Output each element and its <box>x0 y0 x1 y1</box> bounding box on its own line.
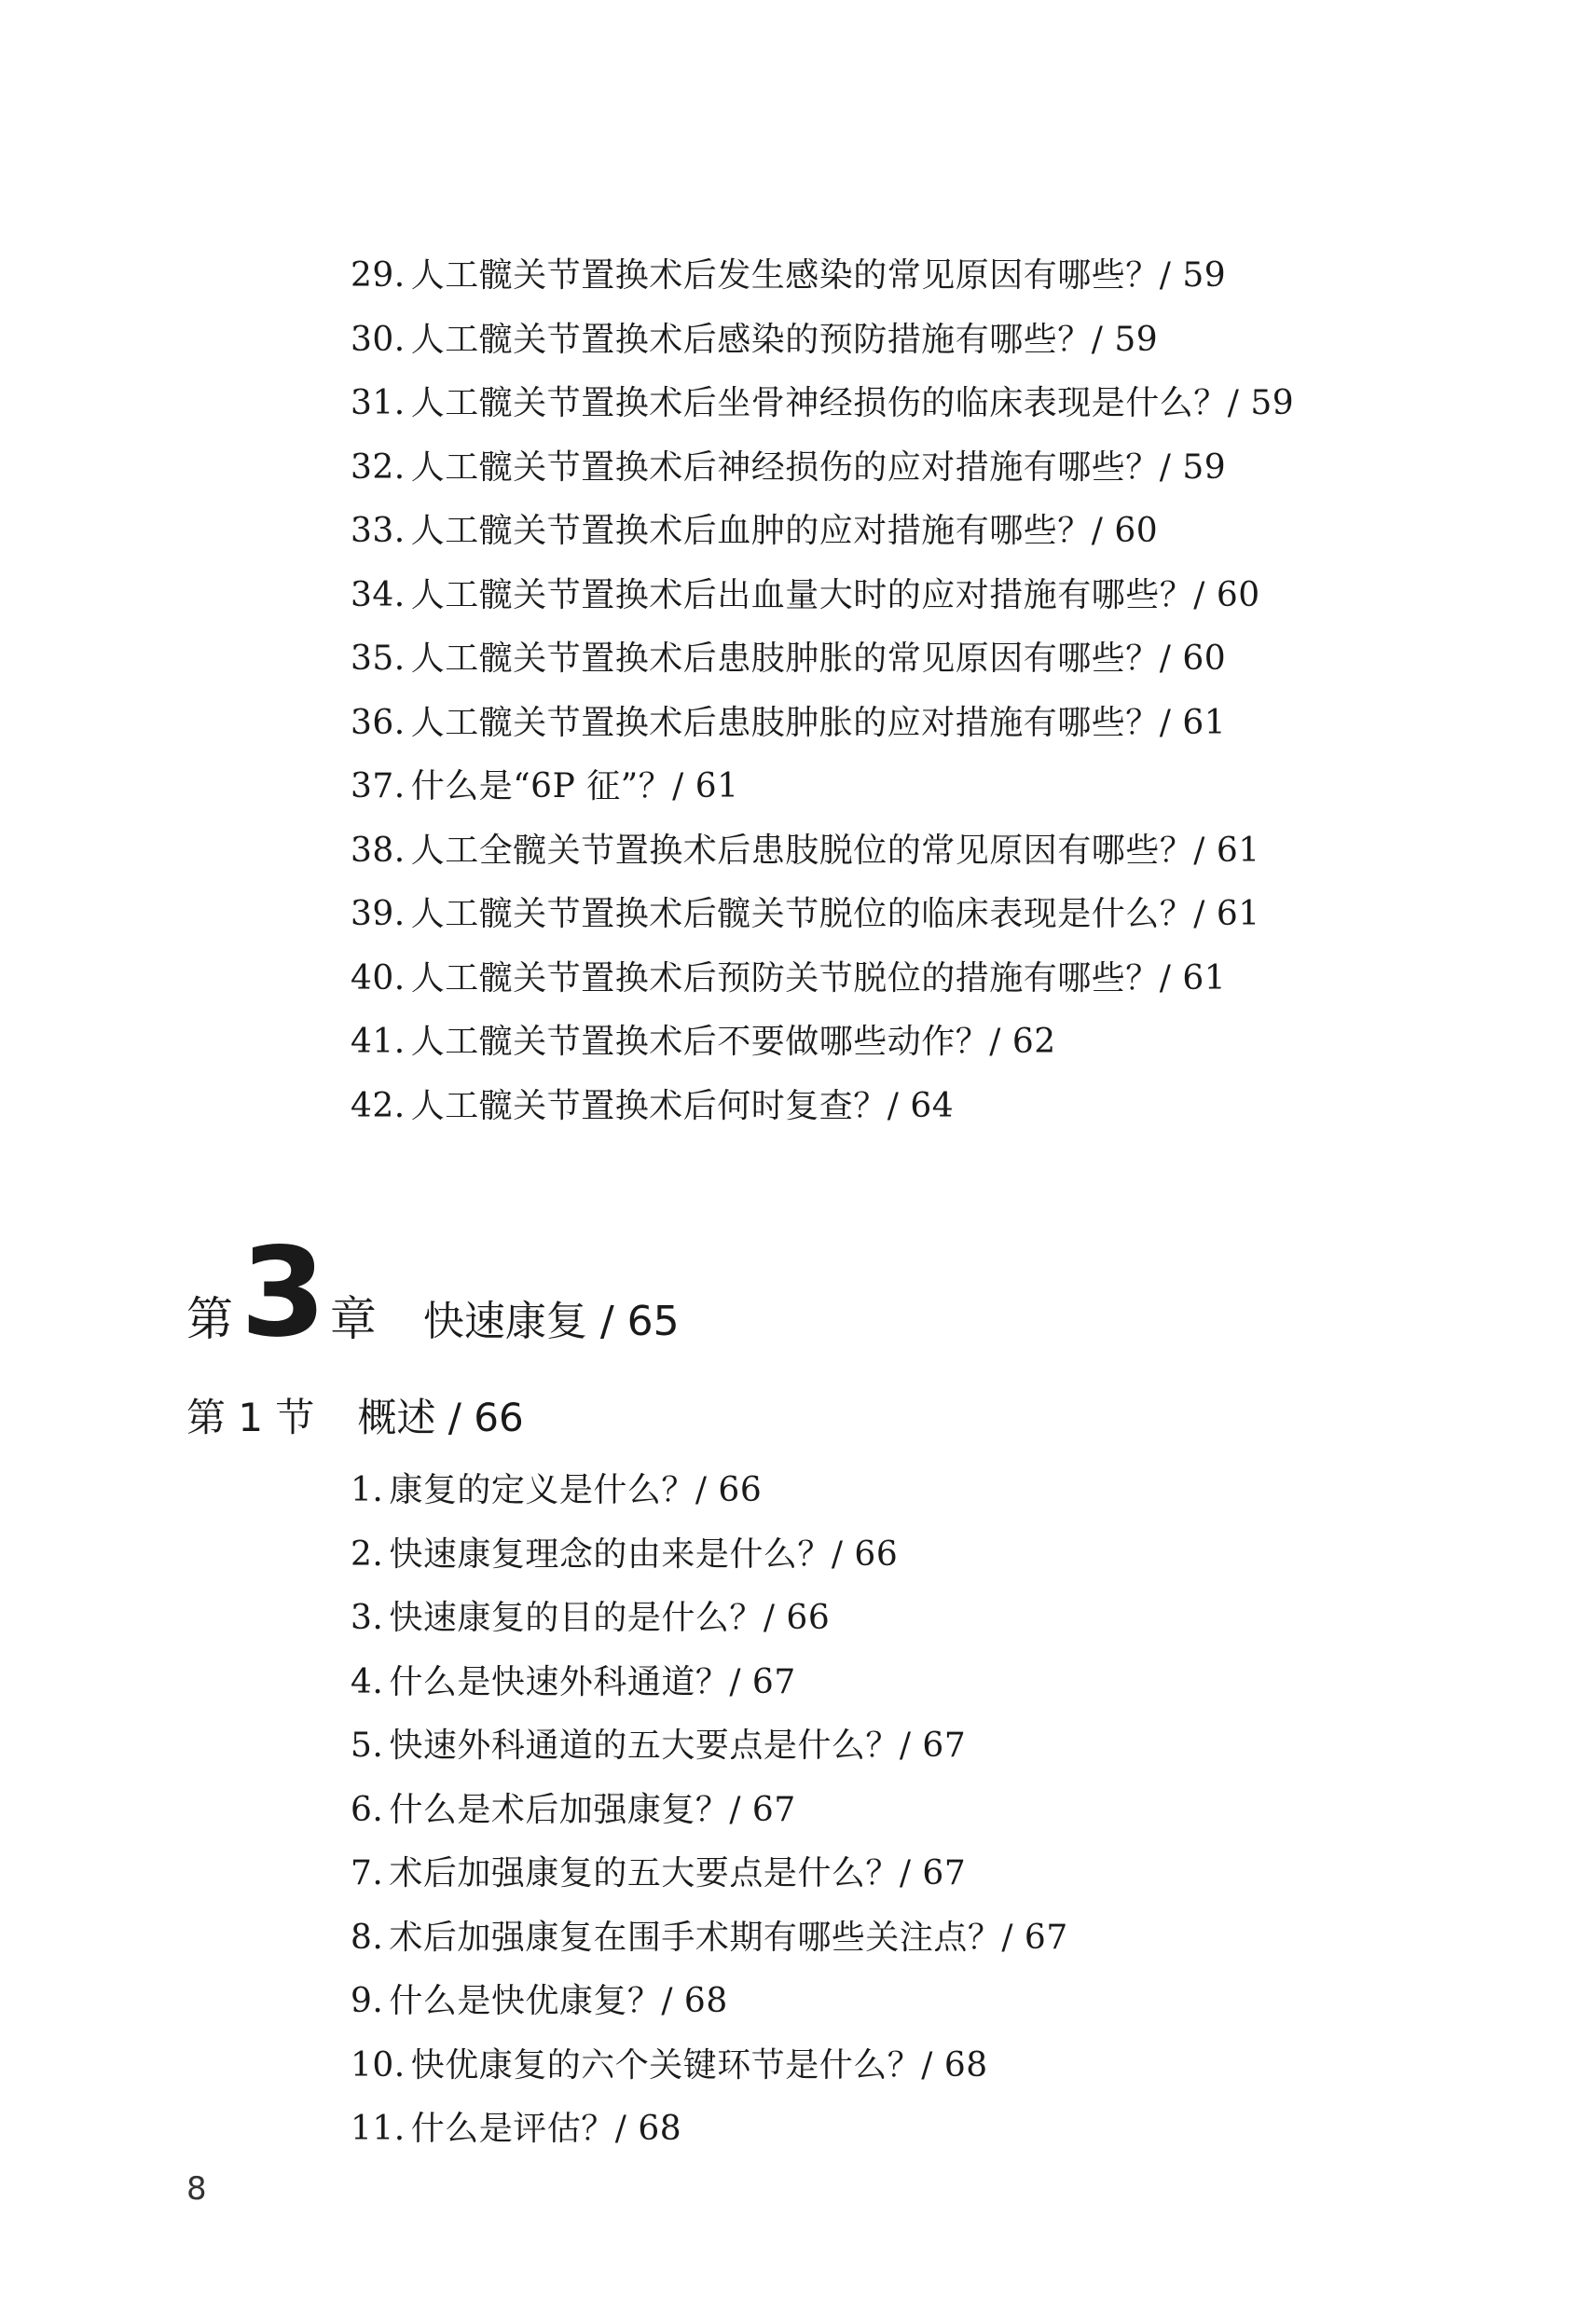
toc-item[interactable] <box>351 1906 1068 1971</box>
toc-item-text: 人工髋关节置换术后不要做哪些动作？/ 62 <box>410 1023 1056 1061</box>
toc-item-number: 3. <box>351 1599 384 1637</box>
toc-item[interactable] <box>351 2098 1068 2162</box>
toc-item-number: 7. <box>351 1854 384 1892</box>
toc-item-text: 人工髋关节置换术后血肿的应对措施有哪些？/ 60 <box>410 512 1159 550</box>
toc-item-text: 人工髋关节置换术后坐骨神经损伤的临床表现是什么？/ 59 <box>410 384 1295 422</box>
chapter-suffix: 章 <box>329 1292 377 1346</box>
chapter-title: 快速康复 / 65 <box>422 1298 680 1345</box>
toc-item[interactable] <box>351 819 1294 884</box>
toc-item-number: 29. <box>351 256 406 295</box>
toc-item[interactable] <box>351 755 1294 819</box>
chapter-number: 3 <box>241 1221 323 1365</box>
toc-item-text: 术后加强康复的五大要点是什么？/ 67 <box>389 1854 967 1892</box>
section-label: 第 1 节 <box>186 1395 315 1440</box>
toc-item-number: 30. <box>351 320 406 359</box>
toc-item[interactable] <box>351 500 1294 564</box>
toc-item[interactable] <box>351 1587 1068 1651</box>
toc-item-text: 人工髋关节置换术后预防关节脱位的措施有哪些？/ 61 <box>410 958 1227 998</box>
toc-item-number: 34. <box>351 575 406 614</box>
toc-item-number: 40. <box>351 958 406 998</box>
toc-item-text: 快速康复的目的是什么？/ 66 <box>389 1599 831 1637</box>
toc-item[interactable] <box>351 1075 1294 1139</box>
toc-item[interactable] <box>351 1651 1068 1715</box>
toc-item-number: 11. <box>351 2110 406 2148</box>
toc-item-number: 5. <box>351 1727 384 1765</box>
toc-item[interactable] <box>351 692 1294 756</box>
toc-item-number: 9. <box>351 1982 384 2020</box>
toc-item-number: 41. <box>351 1023 406 1061</box>
toc-item-text: 人工全髋关节置换术后患肢脱位的常见原因有哪些？/ 61 <box>410 831 1260 870</box>
toc-item-text: 人工髋关节置换术后患肢肿胀的应对措施有哪些？/ 61 <box>410 703 1227 742</box>
toc-item[interactable] <box>351 436 1294 501</box>
toc-item[interactable] <box>351 1970 1068 2034</box>
toc-item-number: 35. <box>351 640 406 678</box>
toc-item-text: 人工髋关节置换术后出血量大时的应对措施有哪些？/ 60 <box>410 575 1260 614</box>
toc-item-number: 6. <box>351 1790 384 1829</box>
toc-item-number: 32. <box>351 447 406 487</box>
chapter-heading[interactable] <box>186 1221 680 1365</box>
toc-item[interactable] <box>351 947 1294 1012</box>
toc-item-number: 10. <box>351 2045 406 2085</box>
toc-item-text: 人工髋关节置换术后发生感染的常见原因有哪些？/ 59 <box>410 256 1227 295</box>
toc-item[interactable] <box>351 244 1294 309</box>
toc-item[interactable] <box>351 1011 1294 1075</box>
toc-list-bottom <box>351 1459 1068 2162</box>
toc-item-text: 什么是术后加强康复？/ 67 <box>389 1790 796 1829</box>
toc-item-text: 什么是评估？/ 68 <box>410 2110 682 2148</box>
toc-item-text: 人工髋关节置换术后神经损伤的应对措施有哪些？/ 59 <box>410 447 1227 487</box>
toc-item[interactable] <box>351 372 1294 436</box>
toc-item[interactable] <box>351 309 1294 373</box>
toc-item-number: 33. <box>351 512 406 550</box>
toc-item[interactable] <box>351 1779 1068 1843</box>
section-heading[interactable] <box>186 1387 524 1443</box>
toc-item-text: 人工髋关节置换术后患肢肿胀的常见原因有哪些？/ 60 <box>410 640 1227 678</box>
toc-item-number: 4. <box>351 1662 384 1701</box>
toc-item-number: 39. <box>351 895 406 933</box>
toc-item-number: 8. <box>351 1918 384 1957</box>
toc-item-number: 42. <box>351 1086 406 1125</box>
toc-item[interactable] <box>351 627 1294 692</box>
toc-item-text: 快速康复理念的由来是什么？/ 66 <box>389 1534 899 1574</box>
toc-item-number: 2. <box>351 1534 384 1574</box>
toc-item[interactable] <box>351 2034 1068 2099</box>
section-title: 概述 / 66 <box>357 1395 524 1440</box>
toc-item-number: 31. <box>351 384 406 422</box>
toc-item-text: 快速外科通道的五大要点是什么？/ 67 <box>389 1727 967 1765</box>
toc-item[interactable] <box>351 1842 1068 1906</box>
toc-item-text: 人工髋关节置换术后感染的预防措施有哪些？/ 59 <box>410 320 1159 359</box>
toc-item[interactable] <box>351 564 1294 628</box>
toc-item-text: 什么是快速外科通道？/ 67 <box>389 1662 796 1701</box>
toc-item-text: 人工髋关节置换术后何时复查？/ 64 <box>410 1086 955 1125</box>
toc-item-number: 37. <box>351 767 406 805</box>
page-number: 8 <box>186 2170 207 2208</box>
toc-item-number: 1. <box>351 1471 384 1509</box>
toc-item[interactable] <box>351 1459 1068 1523</box>
toc-item-number: 38. <box>351 831 406 870</box>
toc-item-text: 什么是“6P 征”？/ 61 <box>410 767 739 805</box>
toc-item-text: 术后加强康复在围手术期有哪些关注点？/ 67 <box>389 1918 1068 1957</box>
toc-item-text: 什么是快优康复？/ 68 <box>389 1982 728 2020</box>
toc-item-text: 康复的定义是什么？/ 66 <box>389 1471 763 1509</box>
toc-item-text: 人工髋关节置换术后髋关节脱位的临床表现是什么？/ 61 <box>410 895 1260 933</box>
toc-item[interactable] <box>351 1714 1068 1779</box>
toc-item[interactable] <box>351 883 1294 947</box>
chapter-prefix: 第 <box>186 1292 233 1346</box>
toc-item-number: 36. <box>351 703 406 742</box>
toc-list-top <box>351 244 1294 1138</box>
toc-item[interactable] <box>351 1523 1068 1588</box>
toc-item-text: 快优康复的六个关键环节是什么？/ 68 <box>410 2045 988 2085</box>
